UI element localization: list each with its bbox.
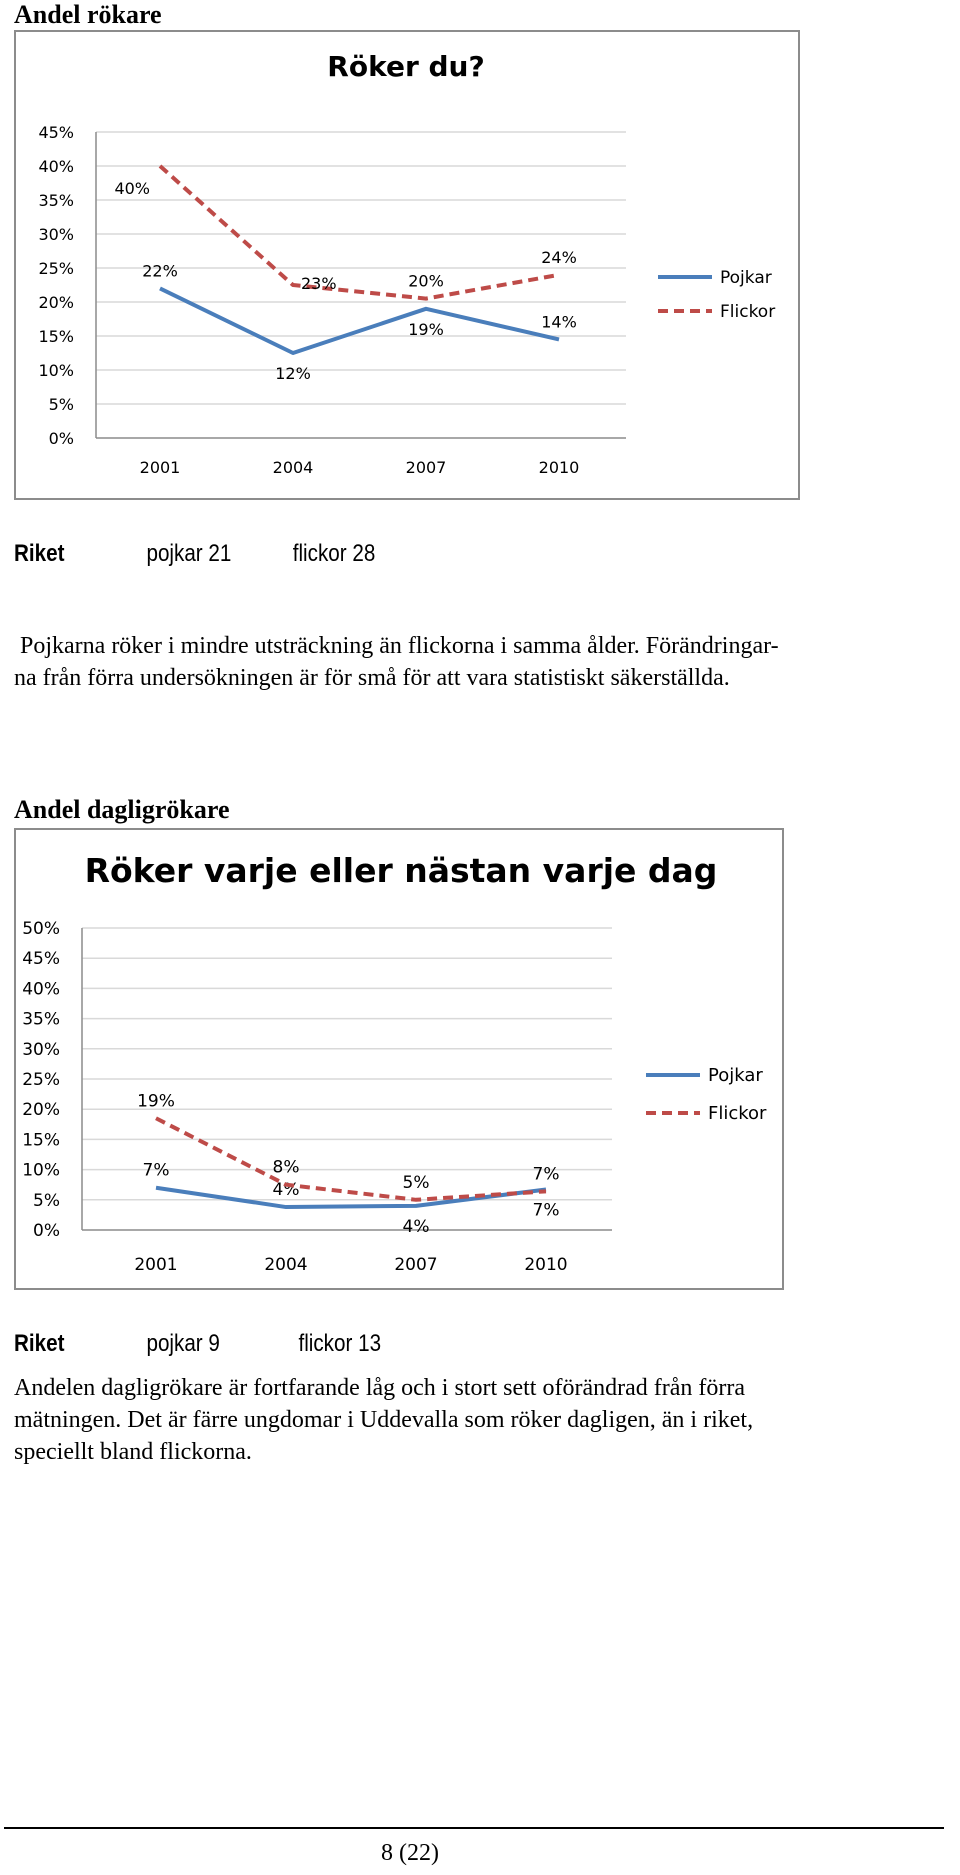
x-tick-label: 2004 xyxy=(272,458,314,477)
chart-smoking-svg xyxy=(16,32,800,500)
x-tick-label: 2007 xyxy=(405,458,447,477)
data-label: 20% xyxy=(408,271,444,291)
y-tick-label: 25% xyxy=(38,259,74,278)
y-tick-label: 15% xyxy=(22,1130,60,1151)
x-tick-label: 2007 xyxy=(394,1255,438,1275)
legend-label: Pojkar xyxy=(720,268,772,288)
chart-title: Röker varje eller nästan varje dag xyxy=(84,851,718,890)
paragraph-daily-smokers xyxy=(14,1372,753,1468)
y-tick-label: 5% xyxy=(48,395,74,414)
paragraph-line: na från förra undersökningen är för små för att vara statistiskt säkerställda. xyxy=(14,665,730,691)
y-tick-label: 35% xyxy=(38,191,74,210)
riket-boys-value: pojkar 21 xyxy=(146,540,232,567)
page-number: 8 (22) xyxy=(381,1840,439,1866)
series-line-flickor xyxy=(156,1118,546,1200)
riket-boys-value: pojkar 9 xyxy=(146,1330,220,1357)
y-tick-label: 45% xyxy=(38,123,74,142)
x-tick-label: 2001 xyxy=(139,458,181,477)
paragraph-line: mätningen. Det är färre ungdomar i Uddevalla som röker dagligen, än i riket, xyxy=(14,1407,754,1433)
data-label: 24% xyxy=(541,247,577,267)
data-label: 4% xyxy=(272,1180,300,1201)
y-tick-label: 40% xyxy=(38,157,74,176)
chart-smoking xyxy=(14,30,800,500)
riket-row-smokers xyxy=(14,540,375,568)
section-heading-daily-smokers: Andel dagligrökare xyxy=(14,795,230,824)
chart-daily-smoking-svg xyxy=(16,830,784,1290)
x-tick-label: 2010 xyxy=(538,458,580,477)
y-tick-label: 0% xyxy=(33,1221,60,1241)
y-tick-label: 30% xyxy=(38,225,74,244)
data-label: 12% xyxy=(275,364,311,383)
riket-row-daily-smokers xyxy=(14,1330,381,1358)
riket-girls-value: flickor 28 xyxy=(292,540,376,567)
x-tick-label: 2010 xyxy=(524,1255,568,1275)
paragraph-line: Andelen dagligrökare är fortfarande låg och i stort sett oförändrad från förra xyxy=(14,1375,746,1401)
section-heading-smokers: Andel rökare xyxy=(14,0,162,29)
data-label: 19% xyxy=(408,319,444,339)
series-line-pojkar xyxy=(160,288,559,353)
y-tick-label: 30% xyxy=(22,1039,60,1060)
data-label: 7% xyxy=(532,1200,560,1221)
y-tick-label: 0% xyxy=(48,429,74,448)
series-line-flickor xyxy=(160,166,559,299)
data-label: 23% xyxy=(301,274,337,293)
data-label: 40% xyxy=(114,179,150,198)
y-tick-label: 25% xyxy=(22,1070,60,1090)
data-label: 8% xyxy=(272,1157,300,1178)
y-tick-label: 15% xyxy=(38,327,74,346)
legend-label: Flickor xyxy=(720,302,776,322)
x-tick-label: 2004 xyxy=(264,1255,308,1275)
paragraph-line: speciellt bland flickorna. xyxy=(14,1439,252,1465)
footer-divider xyxy=(4,1827,944,1829)
y-tick-label: 20% xyxy=(22,1100,60,1121)
data-label: 7% xyxy=(532,1164,560,1185)
legend-label: Flickor xyxy=(708,1103,767,1124)
y-tick-label: 40% xyxy=(22,979,60,1000)
chart-title: Röker du? xyxy=(327,50,485,83)
y-tick-label: 5% xyxy=(33,1190,60,1211)
data-label: 7% xyxy=(142,1160,170,1181)
y-tick-label: 10% xyxy=(38,361,74,380)
y-tick-label: 20% xyxy=(38,293,74,312)
y-tick-label: 10% xyxy=(22,1160,60,1181)
y-tick-label: 45% xyxy=(22,949,60,970)
paragraph-line: Pojkarna röker i mindre utsträckning än flickorna i samma ålder. Förändringar- xyxy=(14,633,779,659)
paragraph-smokers xyxy=(14,630,779,694)
y-tick-label: 35% xyxy=(22,1009,60,1030)
data-label: 5% xyxy=(402,1172,430,1193)
data-label: 14% xyxy=(541,312,577,332)
y-tick-label: 50% xyxy=(22,919,60,939)
legend-label: Pojkar xyxy=(708,1065,763,1086)
riket-label: Riket xyxy=(14,540,65,567)
chart-daily-smoking xyxy=(14,828,784,1290)
data-label: 4% xyxy=(402,1216,430,1237)
riket-girls-value: flickor 13 xyxy=(298,1330,382,1357)
data-label: 22% xyxy=(142,261,178,281)
data-label: 19% xyxy=(137,1091,175,1112)
riket-label: Riket xyxy=(14,1330,65,1357)
x-tick-label: 2001 xyxy=(134,1255,178,1275)
